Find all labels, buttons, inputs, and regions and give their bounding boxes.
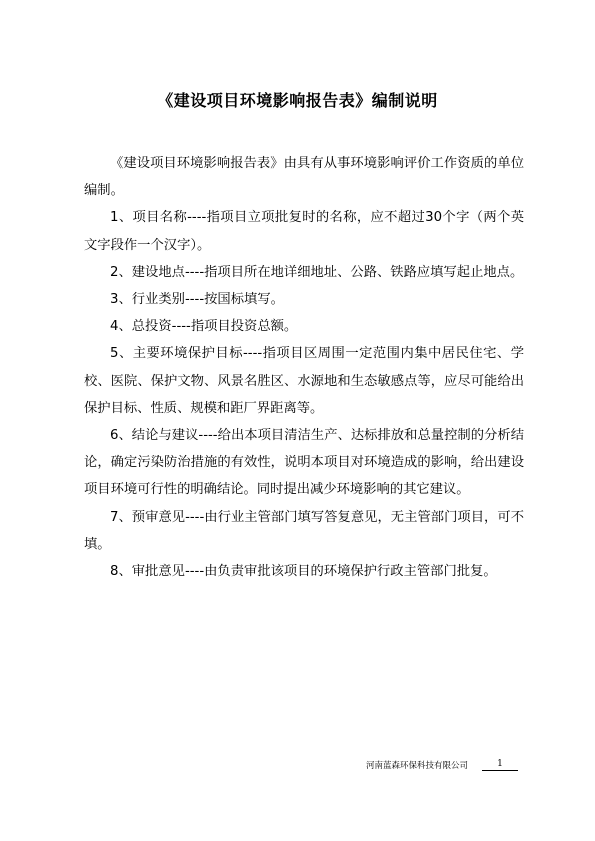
item-industry-category: 3、行业类别----按国标填写。	[110, 292, 284, 308]
intro-paragraph: 《建设项目环境影响报告表》由具有从事环境影响评价工作资质的单位编制。	[84, 156, 524, 199]
item-total-investment: 4、总投资----指项目投资总额。	[110, 319, 298, 335]
document-body	[84, 150, 524, 585]
item-construction-site: 2、建设地点----指项目所在地详细地址、公路、铁路应填写起止地点。	[110, 264, 524, 280]
item-preliminary-review: 7、预审意见----由行业主管部门填写答复意见，无主管部门项目，可不填。	[84, 509, 524, 552]
item-conclusions: 6、结论与建议----给出本项目清洁生产、达标排放和总量控制的分析结论，确定污染防治措施的有效性，说明本项目对环境造成的影响，给出建设项目环境可行性的明确结论。同时提出减少环境影响的其它建议。	[84, 428, 524, 498]
item-protection-targets: 5、主要环境保护目标----指项目区周围一定范围内集中居民住宅、学校、医院、保护文物、风景名胜区、水源地和生态敏感点等，应尽可能给出保护目标、性质、规模和距厂界距离等。	[84, 346, 524, 416]
page-number: 1	[482, 758, 518, 771]
footer-company: 河南蓝森环保科技有限公司	[366, 761, 469, 771]
item-approval-opinion: 8、审批意见----由负责审批该项目的环境保护行政主管部门批复。	[110, 564, 497, 580]
page-title: 《建设项目环境影响报告表》编制说明	[157, 91, 438, 110]
item-project-name: 1、项目名称----指项目立项批复时的名称，应不超过30个字（两个英文字段作一个汉字）。	[84, 210, 524, 253]
